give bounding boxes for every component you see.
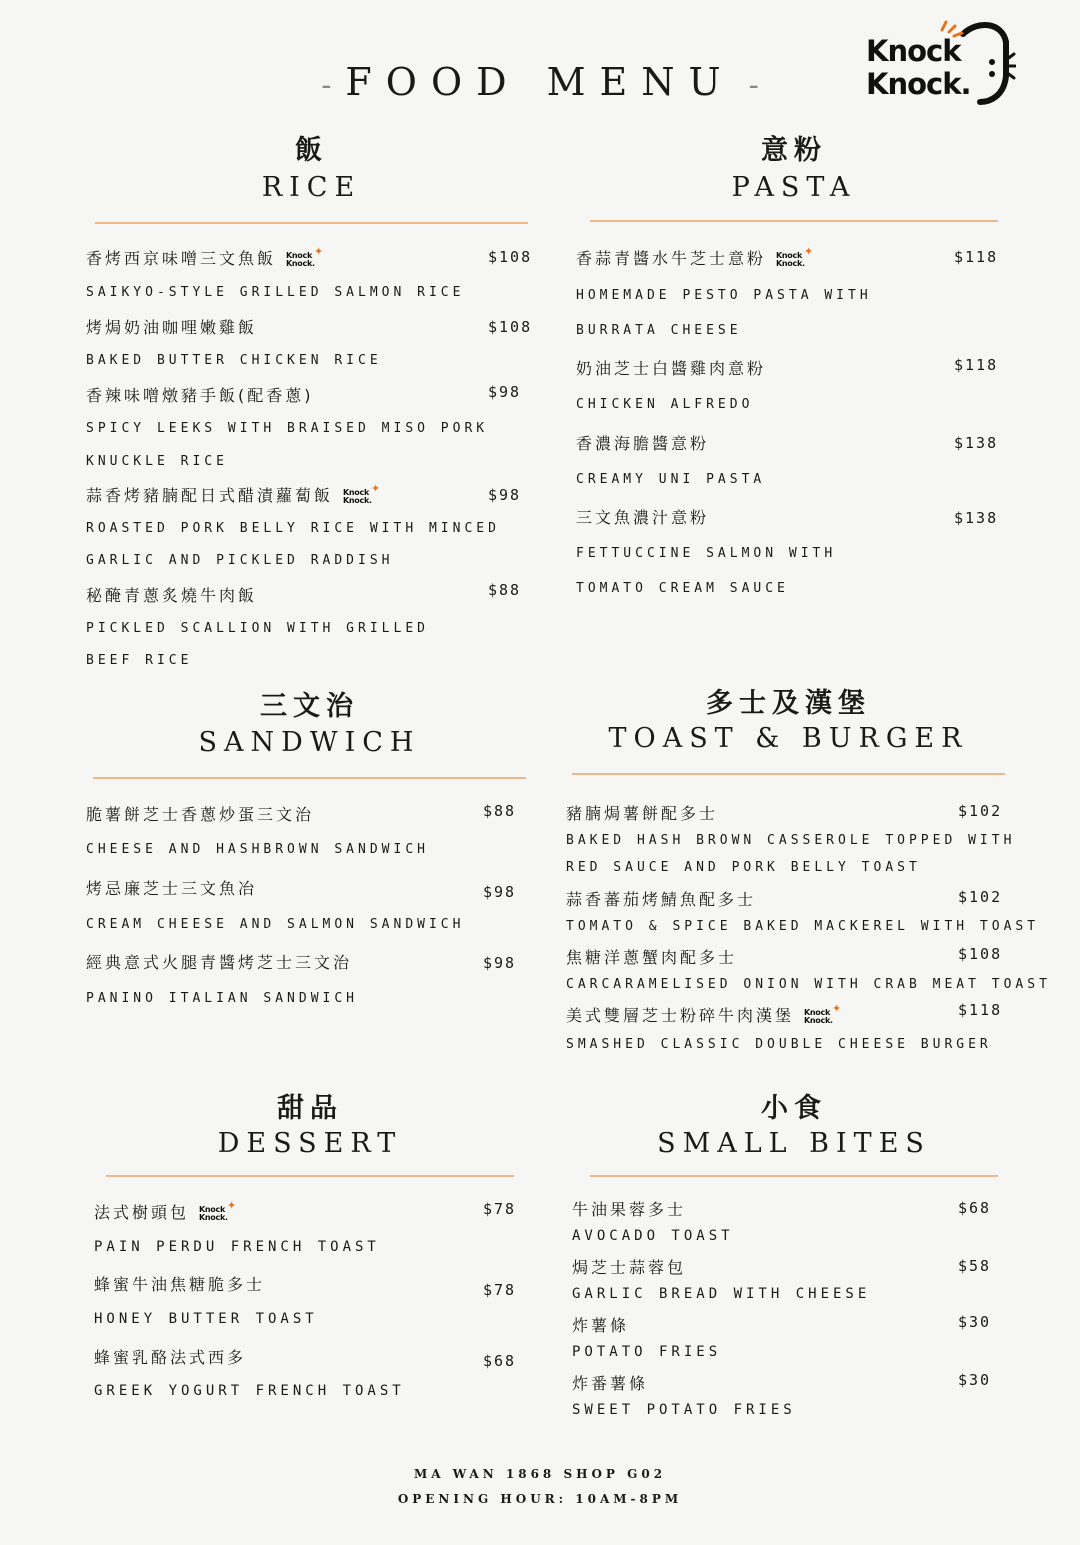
item-name-zh: 香濃海膽醬意粉 — [576, 434, 710, 453]
item-price: $108 — [958, 945, 1003, 963]
item-name-en: PICKLED SCALLION WITH GRILLED — [86, 621, 429, 636]
item-price: $102 — [958, 802, 1003, 820]
knock-knock-badge-icon: Knock Knock. ✦ — [776, 244, 817, 268]
section-title-en: RICE — [261, 172, 362, 203]
item-name-en: CREAM CHEESE AND SALMON SANDWICH — [86, 917, 465, 932]
item-price: $30 — [958, 1313, 992, 1331]
knock-knock-logo — [866, 18, 1016, 108]
section-divider — [590, 220, 998, 222]
section-title-zh: 小食 — [761, 1093, 827, 1124]
section-title-zh: 飯 — [295, 135, 328, 166]
knock-knock-badge-icon: Knock Knock. ✦ — [199, 1198, 240, 1222]
item-name-zh: 奶油芝士白醬雞肉意粉 — [576, 359, 767, 378]
item-name-zh: 美式雙層芝士粉碎牛肉漢堡 Knock Knock. ✦ — [566, 1003, 838, 1028]
item-name-zh: 焦糖洋蔥蟹肉配多士 — [566, 948, 738, 967]
item-price: $118 — [958, 1001, 1003, 1019]
item-name-en: BAKED HASH BROWN CASSEROLE TOPPED WITH — [566, 833, 1016, 848]
item-price: $108 — [488, 248, 533, 266]
item-name-en: ROASTED PORK BELLY RICE WITH MINCED — [86, 521, 500, 536]
item-name-en: CREAMY UNI PASTA — [576, 472, 766, 487]
item-name-en: GARLIC AND PICKLED RADDISH — [86, 553, 394, 568]
item-name-en: PAIN PERDU FRENCH TOAST — [94, 1239, 380, 1255]
item-name-en: TOMATO CREAM SAUCE — [576, 581, 789, 596]
section-divider — [95, 222, 528, 224]
section-divider — [590, 1175, 998, 1177]
item-name-zh: 炸薯條 — [572, 1316, 630, 1335]
section-divider — [93, 777, 526, 779]
title-dash-right: - — [748, 68, 759, 103]
item-name-en: SAIKYO-STYLE GRILLED SALMON RICE — [86, 285, 465, 300]
knock-knock-badge-icon: Knock Knock. ✦ — [343, 481, 384, 505]
item-name-en: FETTUCCINE SALMON WITH — [576, 546, 837, 561]
item-name-zh: 焗芝士蒜蓉包 — [572, 1258, 687, 1277]
item-name-en: GREEK YOGURT FRENCH TOAST — [94, 1383, 405, 1399]
item-name-zh: 秘醃青蔥炙燒牛肉飯 — [86, 586, 258, 605]
section-title-en: PASTA — [731, 172, 857, 203]
item-price: $58 — [958, 1257, 992, 1275]
title-dash-left: - — [321, 68, 332, 103]
section-divider — [106, 1175, 514, 1177]
item-name-en: HOMEMADE PESTO PASTA WITH — [576, 288, 872, 303]
item-name-zh: 烤焗奶油咖哩嫩雞飯 — [86, 318, 258, 337]
logo-line2: Knock. — [866, 67, 971, 101]
item-price: $88 — [488, 581, 522, 599]
footer-address: MA WAN 1868 SHOP G02 — [413, 1467, 667, 1481]
item-name-en: SWEET POTATO FRIES — [572, 1402, 796, 1418]
item-name-zh: 法式樹頭包 Knock Knock. ✦ — [94, 1200, 233, 1225]
item-name-en: KNUCKLE RICE — [86, 454, 228, 469]
item-price: $68 — [483, 1352, 517, 1370]
section-title-zh: 意粉 — [761, 135, 827, 166]
item-name-zh: 香烤西京味噌三文魚飯 Knock Knock. ✦ — [86, 246, 320, 271]
item-name-en: PANINO ITALIAN SANDWICH — [86, 991, 359, 1006]
item-name-zh: 牛油果蓉多士 — [572, 1200, 687, 1219]
item-name-en: BURRATA CHEESE — [576, 323, 742, 338]
item-name-en: BEEF RICE — [86, 653, 193, 668]
section-title-zh: 多士及漢堡 — [706, 688, 871, 719]
footer-hours: OPENING HOUR: 10AM-8PM — [397, 1492, 683, 1506]
item-name-zh: 香辣味噌燉豬手飯(配香蔥) — [86, 386, 314, 405]
item-price: $98 — [488, 486, 522, 504]
item-price: $118 — [954, 356, 999, 374]
item-name-en: RED SAUCE AND PORK BELLY TOAST — [566, 860, 921, 875]
item-name-en: TOMATO & SPICE BAKED MACKEREL WITH TOAST — [566, 919, 1040, 934]
item-price: $108 — [488, 318, 533, 336]
item-price: $138 — [954, 509, 999, 527]
item-name-en: SMASHED CLASSIC DOUBLE CHEESE BURGER — [566, 1037, 992, 1052]
item-name-zh: 蜂蜜乳酪法式西多 — [94, 1348, 247, 1367]
item-price: $98 — [483, 883, 517, 901]
item-name-en: GARLIC BREAD WITH CHEESE — [572, 1286, 871, 1302]
item-name-en: HONEY BUTTER TOAST — [94, 1311, 318, 1327]
section-title-zh: 甜品 — [277, 1093, 343, 1124]
item-price: $102 — [958, 888, 1003, 906]
section-title-en: SANDWICH — [198, 727, 421, 758]
section-title-en: SMALL BITES — [657, 1128, 931, 1159]
item-name-zh: 三文魚濃汁意粉 — [576, 508, 710, 527]
section-title-zh: 三文治 — [260, 691, 359, 722]
section-title-en: TOAST & BURGER — [608, 723, 969, 754]
item-price: $98 — [488, 383, 522, 401]
item-name-zh: 烤忌廉芝士三文魚冶 — [86, 879, 258, 898]
item-price: $78 — [483, 1281, 517, 1299]
logo-line1: Knock — [866, 34, 961, 68]
item-name-en: AVOCADO TOAST — [572, 1228, 734, 1244]
item-name-zh: 炸番薯條 — [572, 1374, 649, 1393]
item-name-zh: 脆薯餅芝士香蔥炒蛋三文治 — [86, 805, 315, 824]
item-name-zh: 香蒜青醬水牛芝士意粉 Knock Knock. ✦ — [576, 246, 810, 271]
knock-knock-badge-icon: Knock Knock. ✦ — [804, 1001, 845, 1025]
item-name-en: POTATO FRIES — [572, 1344, 722, 1360]
item-name-en: CARCARAMELISED ONION WITH CRAB MEAT TOAST — [566, 977, 1051, 992]
title-text: FOOD MENU — [345, 60, 735, 104]
item-price: $30 — [958, 1371, 992, 1389]
item-price: $68 — [958, 1199, 992, 1217]
item-name-en: SPICY LEEKS WITH BRAISED MISO PORK — [86, 421, 489, 436]
section-divider — [572, 773, 1005, 775]
section-title-en: DESSERT — [217, 1128, 403, 1159]
item-name-en: CHICKEN ALFREDO — [576, 397, 754, 412]
item-name-zh: 蜂蜜牛油焦糖脆多士 — [94, 1275, 266, 1294]
item-name-zh: 經典意式火腿青醬烤芝士三文治 — [86, 953, 353, 972]
item-name-en: CHEESE AND HASHBROWN SANDWICH — [86, 842, 429, 857]
item-name-zh: 蒜香烤豬腩配日式醋漬蘿蔔飯 Knock Knock. ✦ — [86, 483, 377, 508]
item-name-zh: 蒜香蕃茄烤鯖魚配多士 — [566, 890, 757, 909]
item-price: $118 — [954, 248, 999, 266]
item-price: $88 — [483, 802, 517, 820]
item-price: $138 — [954, 434, 999, 452]
item-name-zh: 豬腩焗薯餅配多士 — [566, 804, 719, 823]
item-price: $98 — [483, 954, 517, 972]
knock-knock-badge-icon: Knock Knock. ✦ — [286, 244, 327, 268]
item-price: $78 — [483, 1200, 517, 1218]
item-name-en: BAKED BUTTER CHICKEN RICE — [86, 353, 382, 368]
